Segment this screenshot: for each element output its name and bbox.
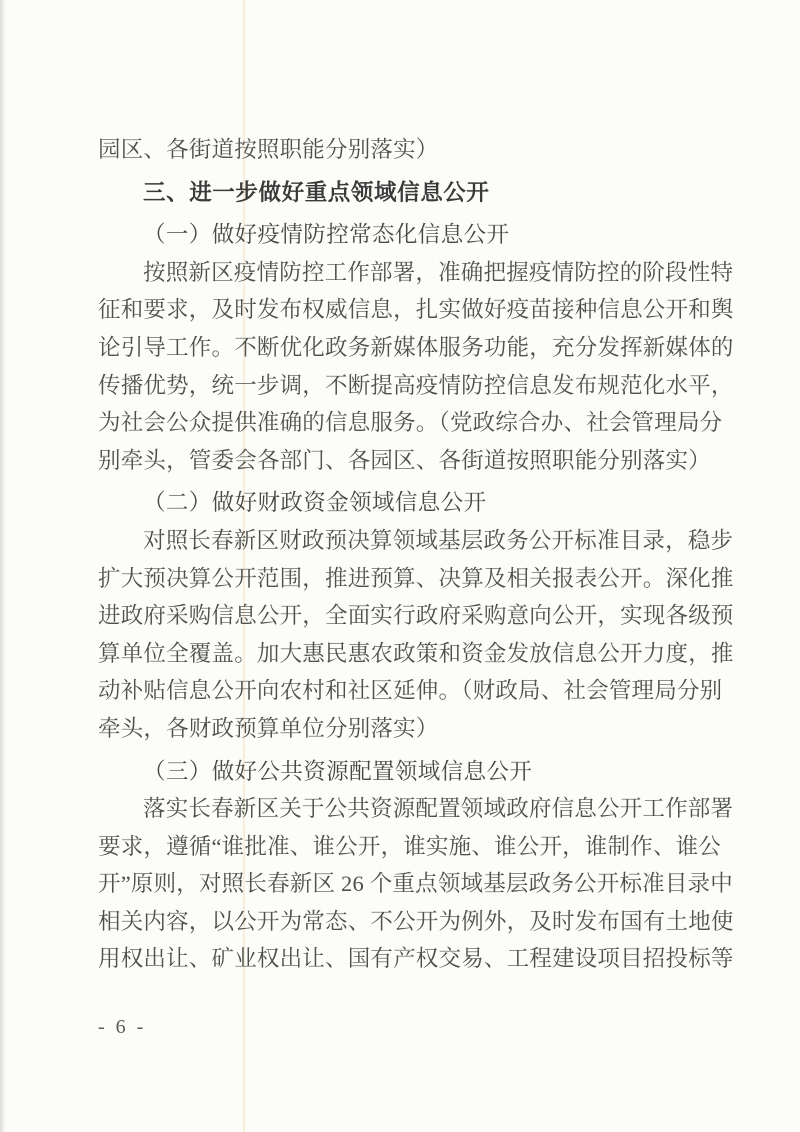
body-line: 算单位全覆盖。加大惠民惠农政策和资金发放信息公开力度，推 bbox=[98, 640, 734, 666]
body-line: 别牵头，管委会各部门、各园区、各街道按照职能分别落实） bbox=[98, 447, 711, 473]
body-line: 相关内容，以公开为常态、不公开为例外，及时发布国有土地使 bbox=[98, 908, 734, 934]
scan-edge-shadow bbox=[0, 0, 8, 1132]
subsection-heading-3: （三）做好公共资源配置领域信息公开 bbox=[143, 758, 533, 784]
body-line: 开”原则，对照长春新区 26 个重点领域基层政务公开标准目录中 bbox=[98, 871, 733, 897]
body-line: 用权出让、矿业权出让、国有产权交易、工程建设项目招投标等 bbox=[98, 946, 734, 972]
body-line: 传播优势，统一步调，不断提高疫情防控信息发布规范化水平， bbox=[98, 372, 734, 398]
document-content bbox=[98, 131, 734, 978]
body-line: 按照新区疫情防控工作部署，准确把握疫情防控的阶段性特 bbox=[143, 259, 734, 285]
body-line: 扩大预决算公开范围，推进预算、决算及相关报表公开。深化推 bbox=[98, 565, 734, 591]
subsection-heading-1: （一）做好疫情防控常态化信息公开 bbox=[143, 222, 510, 248]
body-line: 征和要求，及时发布权威信息，扎实做好疫苗接种信息公开和舆 bbox=[98, 297, 734, 323]
body-line: 对照长春新区财政预决算领域基层政务公开标准目录，稳步 bbox=[143, 527, 734, 553]
page-number: - 6 - bbox=[98, 1016, 147, 1038]
body-line: 论引导工作。不断优化政务新媒体服务功能，充分发挥新媒体的 bbox=[98, 334, 734, 360]
body-line: 要求，遵循“谁批准、谁公开，谁实施、谁公开，谁制作、谁公 bbox=[98, 833, 722, 859]
carryover-line: 园区、各街道按照职能分别落实） bbox=[98, 137, 439, 162]
body-line: 落实长春新区关于公共资源配置领域政府信息公开工作部署 bbox=[143, 796, 734, 822]
section-heading: 三、进一步做好重点领域信息公开 bbox=[143, 179, 490, 205]
body-line: 动补贴信息公开向农村和社区延伸。（财政局、社会管理局分别 bbox=[98, 678, 723, 704]
subsection-heading-2: （二）做好财政资金领域信息公开 bbox=[143, 490, 487, 516]
body-line: 牵头，各财政预算单位分别落实） bbox=[98, 715, 439, 741]
body-line: 进政府采购信息公开，全面实行政府采购意向公开，实现各级预 bbox=[98, 603, 734, 629]
body-line: 为社会公众提供准确的信息服务。（党政综合办、社会管理局分 bbox=[98, 410, 723, 436]
